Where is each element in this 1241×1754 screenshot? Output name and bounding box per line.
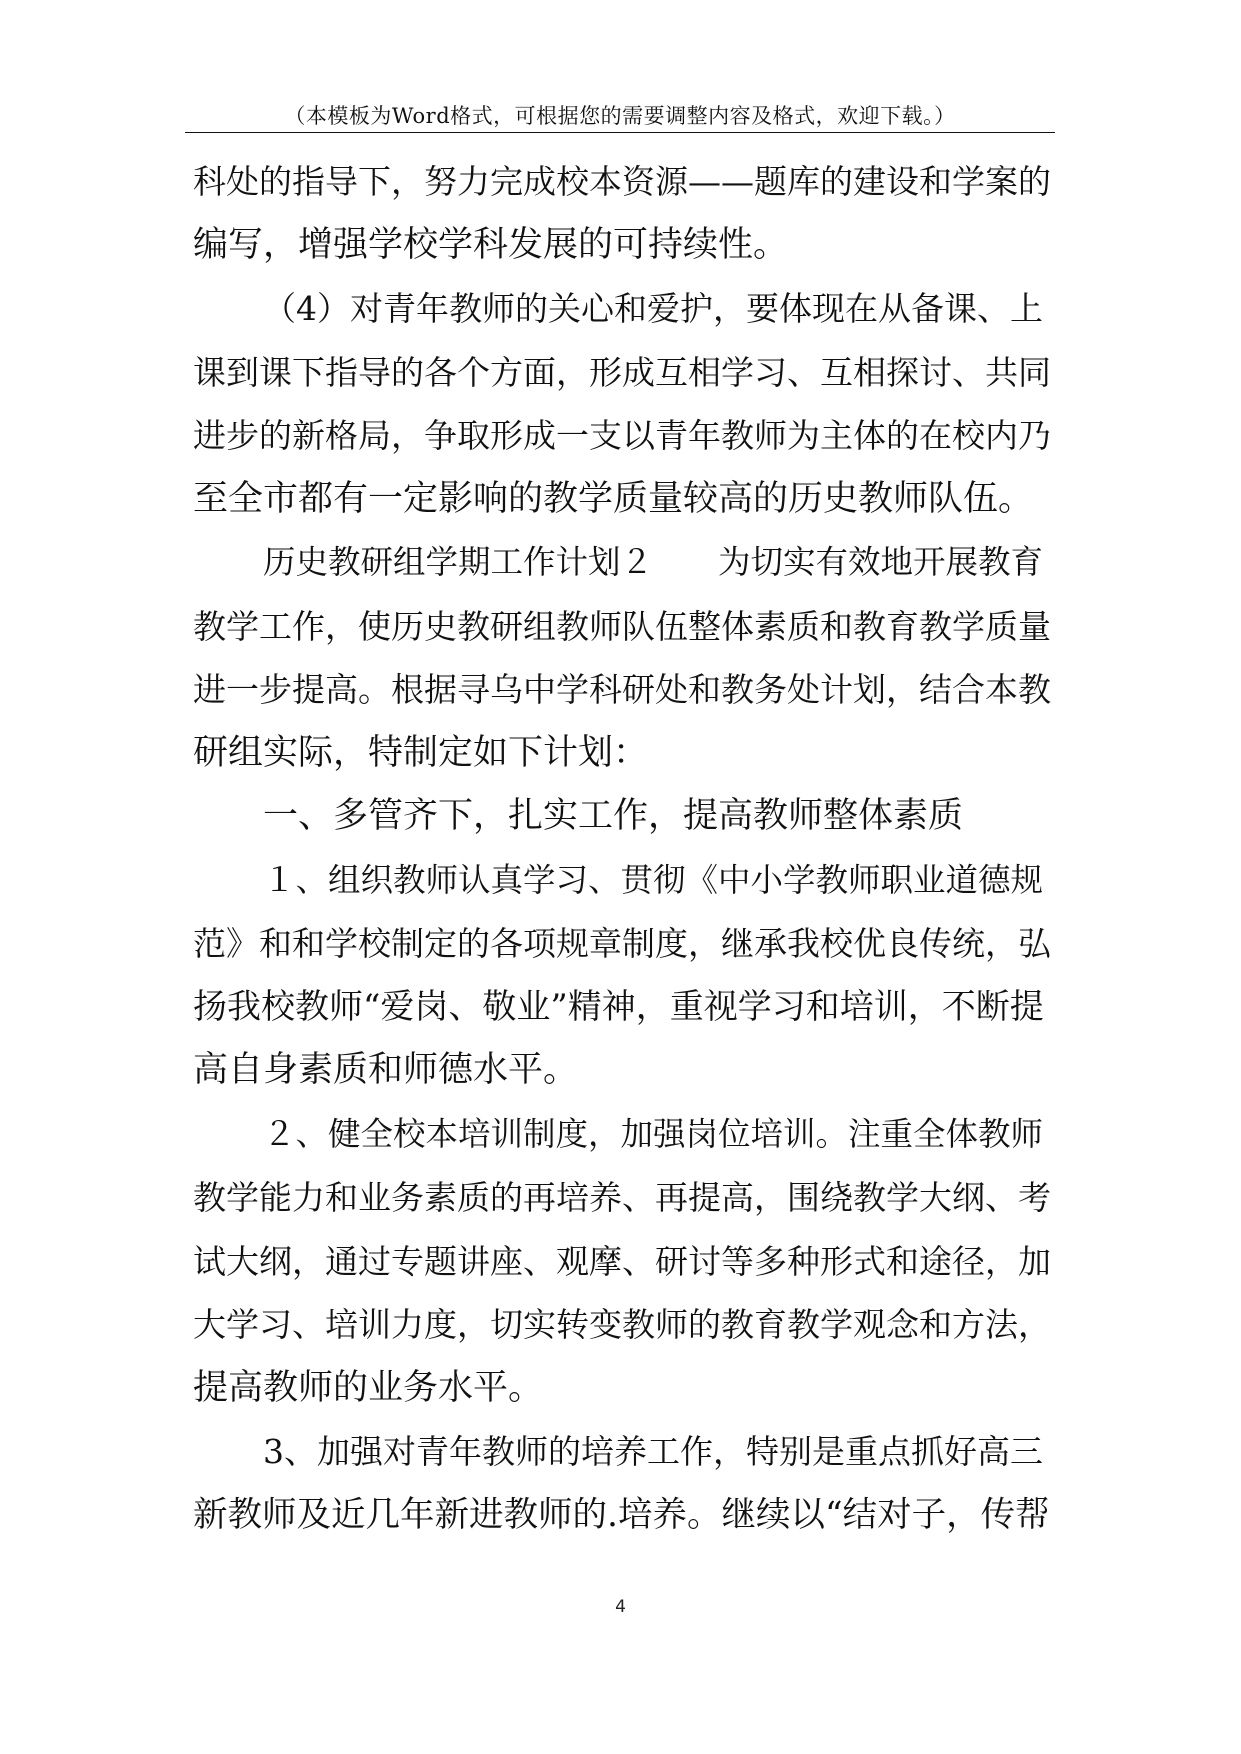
text-line: ２、健全校本培训制度，加强岗位培训。注重全体教师 [263,1114,1044,1153]
text-line: １、组织教师认真学习、贯彻《中小学教师职业道德规 [263,860,1044,899]
text-line: 高自身素质和师德水平。 [193,1050,579,1090]
text-line: 进步的新格局，争取形成一支以青年教师为主体的在校内乃 [193,416,1051,455]
text-line: 编写，增强学校学科发展的可持续性。 [193,224,789,265]
text-line: （4）对青年教师的关心和爱护，要体现在从备课、上 [263,289,1043,328]
text-line: 科处的指导下，努力完成校本资源——题库的建设和学案的 [193,162,1051,201]
document-body [193,150,1053,1547]
text-line: 历史教研组学期工作计划２ 为切实有效地开展教育 [263,543,1044,581]
text-line: 扬我校教师“爱岗、敬业”精神，重视学习和培训，不断提 [193,986,1044,1027]
text-line: 至全市都有一定影响的教学质量较高的历史教师队伍。 [193,478,1034,519]
text-line: 教学能力和业务素质的再培养、再提高，围绕教学大纲、考 [193,1178,1051,1217]
text-line: 教学工作，使历史教研组教师队伍整体素质和教育教学质量 [193,606,1051,646]
text-line: 3、加强对青年教师的培养工作，特别是重点抓好高三 [263,1432,1043,1471]
text-line: 范》和和学校制定的各项规章制度，继承我校优良传统，弘 [193,924,1051,963]
template-note: （本模板为Word格式，可根据您的需要调整内容及格式，欢迎下载。） [284,104,956,128]
text-line: 进一步提高。根据寻乌中学科研处和教务处计划，结合本教 [193,670,1051,709]
text-line: 研组实际，特制定如下计划： [193,732,649,773]
text-line: 新教师及近几年新进教师的.培养。继续以“结对子，传帮 [193,1494,1050,1535]
text-line: 大学习、培训力度，切实转变教师的教育教学观念和方法， [193,1305,1051,1344]
text-line: 提高教师的业务水平。 [193,1367,544,1408]
page-number: 4 [615,1597,626,1617]
text-line: 一、多管齐下，扎实工作，提高教师整体素质 [263,796,964,836]
header-divider [185,132,1055,133]
text-line: 试大纲，通过专题讲座、观摩、研讨等多种形式和途径，加 [193,1241,1051,1281]
text-line: 课到课下指导的各个方面，形成互相学习、互相探讨、共同 [193,352,1051,392]
